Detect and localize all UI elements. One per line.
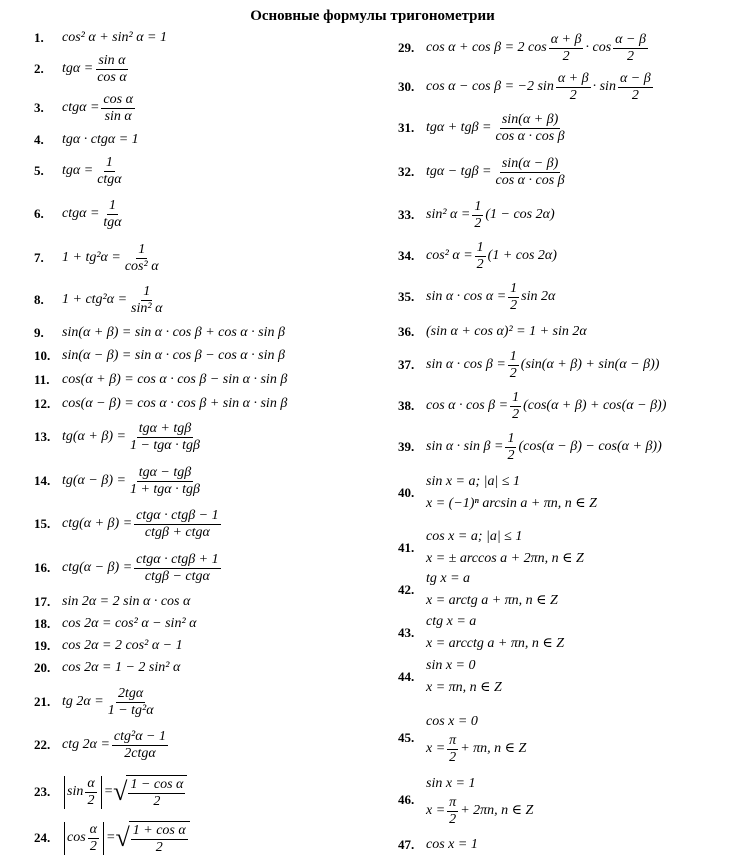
formula-number: 19. (34, 638, 51, 653)
formula-number: 20. (34, 660, 51, 675)
right-formula-column (398, 0, 745, 855)
formula-24 (34, 818, 190, 858)
formula-expression (62, 552, 223, 585)
formula-35 (398, 277, 555, 317)
denominator: 2 (631, 87, 639, 103)
fraction (112, 729, 168, 762)
formula-text: sin 2α = 2 sin α · cos α (62, 594, 191, 609)
formula-lhs: 1 + ctg²α = (62, 292, 128, 307)
fraction (613, 32, 648, 65)
radicand (129, 821, 190, 856)
denominator: 2 (449, 811, 457, 827)
function-name: cos (67, 830, 86, 845)
formula-number: 24. (34, 830, 51, 845)
equation: cos x = 1 (426, 837, 478, 852)
solution-rhs: + πn, n ∈ Z (460, 741, 527, 756)
formula-text: cos(α + β) = cos α · cos β − sin α · sin β (62, 372, 288, 387)
formula-expression (62, 686, 158, 719)
formula-lhs: cos² α = (426, 248, 473, 263)
numerator: sin(α − β) (501, 155, 559, 171)
formula-lhs: tg(α − β) = (62, 473, 126, 488)
fraction (475, 240, 486, 273)
left-formula-column (34, 0, 364, 855)
formula-number: 36. (398, 324, 415, 339)
formula-expression (62, 421, 204, 454)
formula-expression (62, 284, 166, 317)
formula-29 (398, 28, 650, 68)
formula-5 (34, 151, 126, 191)
formula-number: 17. (34, 594, 51, 609)
formula-expression (62, 396, 287, 412)
formula-expression (62, 729, 170, 762)
solution-lhs: x = (426, 741, 446, 756)
formula-6 (34, 194, 126, 234)
formula-text: tgα · ctgα = 1 (62, 132, 139, 147)
formula-number: 5. (34, 163, 44, 178)
formula-expression (426, 281, 555, 314)
formula-number: 16. (34, 560, 51, 575)
formula-expression (426, 655, 502, 699)
formula-number: 29. (398, 40, 415, 55)
formula-number: 30. (398, 79, 415, 94)
formula-number: 33. (398, 207, 415, 222)
formula-number: 40. (398, 485, 415, 500)
fraction (85, 776, 96, 809)
radical-sign: √ (113, 777, 128, 806)
formula-33 (398, 195, 555, 235)
denominator: 2 (153, 793, 161, 809)
numerator: 1 (109, 197, 117, 213)
formula-number: 18. (34, 616, 51, 631)
denominator: 2 (449, 749, 457, 765)
formula-number: 12. (34, 396, 51, 411)
radicand (126, 775, 187, 810)
formula-text: cos² α + sin² α = 1 (62, 30, 167, 45)
equation-system (426, 655, 502, 699)
formula-42 (398, 570, 558, 610)
denominator: 2ctgα (124, 745, 156, 761)
numerator: ctgα · ctgβ + 1 (136, 551, 219, 567)
formula-32 (398, 152, 569, 192)
formula-number: 14. (34, 473, 51, 488)
equation-system (426, 611, 564, 655)
formula-expression (426, 431, 662, 464)
equals-sign: = (103, 784, 114, 799)
formula-lhs: sin α · cos β = (426, 357, 506, 372)
formula-text: (sin α + cos α)² = 1 + sin 2α (426, 324, 587, 339)
equals-sign: = (106, 830, 116, 845)
fraction (618, 71, 653, 104)
formula-number: 35. (398, 289, 415, 304)
fraction (88, 822, 99, 855)
equation: sin x = a; |a| ≤ 1 (426, 474, 521, 489)
formula-number: 1. (34, 30, 44, 45)
denominator: cos α · cos β (495, 128, 565, 144)
denominator: 1 − tg²α (107, 702, 154, 718)
formula-number: 34. (398, 248, 415, 263)
formula-text: cos 2α = cos² α − sin² α (62, 616, 197, 631)
denominator: sin α (104, 108, 132, 124)
page-title: Основные формулы тригонометрии (250, 8, 495, 24)
formula-lhs: cos α · cos β = (426, 398, 509, 413)
formula-expression (426, 156, 569, 189)
fraction (128, 777, 185, 810)
formula-expression (62, 198, 126, 231)
formula-expression (426, 349, 659, 382)
formula-number: 3. (34, 100, 44, 115)
numerator: cos α (103, 91, 133, 107)
formula-text: cos 2α = 2 cos² α − 1 (62, 638, 183, 653)
denominator: sin² α (131, 300, 163, 316)
formula-47 (398, 835, 478, 855)
formula-number: 22. (34, 737, 51, 752)
formula-number: 44. (398, 669, 415, 684)
solution: x = ± arccos a + 2πn, n ∈ Z (426, 551, 584, 566)
formula-expression (426, 611, 564, 655)
formula-lhs: ctgα = (62, 206, 100, 221)
formula-expression (426, 526, 584, 570)
formula-39 (398, 427, 662, 467)
formula-number: 2. (34, 61, 44, 76)
formula-tail: (1 − cos 2α) (485, 207, 555, 222)
fraction (129, 284, 164, 317)
formula-text: cos 2α = 1 − 2 sin² α (62, 660, 181, 675)
formula-number: 9. (34, 325, 44, 340)
formula-expression (426, 71, 655, 104)
fraction (494, 156, 567, 189)
equation: sin x = 0 (426, 658, 476, 673)
formula-expression (62, 30, 167, 46)
numerator: 1 − cos α (130, 776, 184, 792)
formula-number: 42. (398, 582, 415, 597)
equation: tg x = a (426, 571, 471, 586)
equation-system (426, 773, 533, 828)
solution (426, 733, 526, 766)
denominator: 2 (87, 792, 95, 808)
solution-rhs: + 2πn, n ∈ Z (460, 803, 534, 818)
numerator: α − β (615, 31, 646, 47)
fraction (472, 199, 483, 232)
formula-lhs: ctg(α + β) = (62, 516, 133, 531)
formula-expression (62, 775, 187, 810)
formula-tail: (sin(α + β) + sin(α − β)) (520, 357, 660, 372)
formula-number: 43. (398, 625, 415, 640)
denominator: 2 (562, 48, 570, 64)
formula-lhs: ctgα = (62, 100, 100, 115)
numerator: α + β (550, 31, 582, 47)
numerator: 2tgα (118, 685, 144, 701)
denominator: ctgβ + ctgα (144, 524, 210, 540)
fraction (131, 823, 188, 856)
formula-lhs: tg 2α = (62, 694, 104, 709)
numerator: sin α (98, 52, 126, 68)
formula-lhs: ctg 2α = (62, 737, 110, 752)
solution: x = (−1)ⁿ arcsin a + πn, n ∈ Z (426, 496, 597, 511)
formula-2 (34, 49, 131, 89)
numerator: 1 + cos α (132, 822, 186, 838)
function-name: sin (67, 784, 84, 799)
equation-system (426, 568, 558, 612)
formula-text: sin(α + β) = sin α · cos β + cos α · sin β (62, 325, 285, 340)
denominator: cos² α (124, 258, 159, 274)
formula-lhs: cos α + cos β = 2 cos (426, 40, 547, 55)
formula-15 (34, 504, 223, 544)
fraction (549, 32, 584, 65)
numerator: ctgα · ctgβ − 1 (136, 507, 219, 523)
fraction (95, 155, 123, 188)
formula-lhs: 1 + tg²α = (62, 250, 121, 265)
equation-system (426, 471, 597, 515)
formula-expression (426, 711, 526, 766)
numerator: π (449, 794, 457, 810)
numerator: 1 (476, 239, 484, 255)
denominator: 1 + tgα · tgβ (129, 481, 200, 497)
formula-number: 38. (398, 398, 415, 413)
fraction (556, 71, 591, 104)
square-root (113, 775, 187, 810)
formula-expression (62, 465, 204, 498)
formula-31 (398, 108, 569, 148)
denominator: 2 (510, 297, 518, 313)
formula-13 (34, 417, 204, 457)
numerator: tgα − tgβ (138, 464, 192, 480)
formula-number: 46. (398, 792, 415, 807)
formula-tail: sin 2α (521, 289, 556, 304)
formula-expression (426, 568, 558, 612)
formula-expression (62, 155, 126, 188)
fraction (134, 552, 220, 585)
denominator: 2 (512, 406, 520, 422)
formula-number: 21. (34, 694, 51, 709)
fraction (101, 198, 123, 231)
numerator: α − β (619, 70, 651, 86)
numerator: sin(α + β) (501, 111, 559, 127)
radical-sign: √ (115, 823, 130, 852)
denominator: cos α (97, 69, 127, 85)
formula-text: sin(α − β) = sin α · cos β − cos α · sin β (62, 348, 285, 363)
fraction (508, 281, 519, 314)
formula-14 (34, 461, 204, 501)
solution: x = πn, n ∈ Z (426, 680, 502, 695)
fraction (447, 795, 458, 828)
formula-expression (426, 199, 555, 232)
denominator: 2 (155, 839, 163, 855)
fraction (494, 112, 567, 145)
denominator: 1 − tgα · tgβ (129, 437, 200, 453)
formula-expression (426, 471, 597, 515)
numerator: 1 (138, 241, 146, 257)
numerator: α + β (557, 70, 589, 86)
formula-lhs: tgα − tgβ = (426, 164, 492, 179)
denominator: 2 (507, 447, 515, 463)
equation: cos x = 0 (426, 713, 478, 729)
formula-lhs: tgα + tgβ = (426, 120, 492, 135)
numerator: tgα + tgβ (138, 420, 192, 436)
formula-expression (426, 32, 650, 65)
formula-expression (62, 53, 131, 86)
formula-expression (426, 834, 478, 856)
formula-tail: (1 + cos 2α) (487, 248, 557, 263)
denominator: ctgα (97, 171, 122, 187)
formula-lhs: tgα = (62, 163, 94, 178)
formula-lhs: sin² α = (426, 207, 471, 222)
equation-system (426, 526, 584, 570)
formula-expression (426, 324, 587, 340)
formula-expression (426, 773, 533, 828)
solution-lhs: x = (426, 803, 446, 818)
formula-44 (398, 657, 502, 697)
numerator: 1 (474, 198, 482, 214)
numerator: 1 (510, 280, 518, 296)
equation: cos x = a; |a| ≤ 1 (426, 529, 523, 544)
denominator: 2 (474, 215, 482, 231)
numerator: 1 (143, 283, 151, 299)
equation: sin x = 1 (426, 775, 476, 791)
denominator: 2 (627, 48, 635, 64)
formula-30 (398, 67, 655, 107)
fraction (505, 431, 516, 464)
denominator: ctgβ − ctgα (144, 568, 210, 584)
numerator: ctg²α − 1 (113, 728, 167, 744)
formula-37 (398, 345, 659, 385)
formula-lhs: sin α · cos α = (426, 289, 507, 304)
numerator: π (449, 732, 457, 748)
formula-45 (398, 713, 527, 765)
fraction (447, 733, 458, 766)
formula-41 (398, 528, 584, 568)
formula-40 (398, 473, 597, 513)
formula-number: 37. (398, 357, 415, 372)
formula-text: cos(α − β) = cos α · cos β + sin α · sin β (62, 396, 288, 411)
fraction (508, 349, 519, 382)
formula-23 (34, 772, 187, 812)
formula-46 (398, 775, 534, 827)
square-root (115, 821, 189, 856)
numerator: 1 (509, 348, 517, 364)
formula-middle: · cos (585, 40, 612, 55)
formula-expression (62, 242, 163, 275)
solution: x = arctg a + πn, n ∈ Z (426, 593, 558, 608)
formula-34 (398, 236, 557, 276)
formula-lhs: sin α · sin β = (426, 439, 504, 454)
formula-expression (62, 132, 139, 148)
formula-tail: (cos(α + β) + cos(α − β)) (523, 398, 667, 413)
formula-22 (34, 725, 170, 765)
formula-number: 31. (398, 120, 415, 135)
formula-21 (34, 682, 158, 722)
formula-38 (398, 386, 666, 426)
formula-number: 47. (398, 837, 415, 852)
formula-number: 45. (398, 730, 415, 745)
denominator: tgα (103, 214, 122, 230)
equation: ctg x = a (426, 614, 477, 629)
formula-middle: · sin (592, 79, 616, 94)
equation-system (426, 711, 526, 766)
numerator: 1 (105, 154, 113, 170)
fraction (95, 53, 129, 86)
formula-expression (426, 112, 569, 145)
formula-expression (62, 660, 180, 676)
equation-system (426, 834, 478, 856)
solution (426, 795, 533, 828)
fraction (134, 508, 220, 541)
formula-lhs: tg(α + β) = (62, 429, 126, 444)
numerator: α (87, 775, 95, 791)
numerator: α (89, 821, 98, 837)
formula-number: 15. (34, 516, 51, 531)
formula-number: 23. (34, 784, 51, 799)
denominator: 2 (569, 87, 577, 103)
formula-number: 8. (34, 292, 44, 307)
numerator: 1 (512, 389, 520, 405)
absolute-value (64, 822, 104, 855)
formula-43 (398, 613, 564, 653)
formula-lhs: cos α − cos β = −2 sin (426, 79, 554, 94)
solution: x = arcctg a + πn, n ∈ Z (426, 636, 565, 651)
formula-number: 13. (34, 429, 51, 444)
absolute-value (64, 776, 102, 809)
formula-number: 11. (34, 372, 50, 387)
formula-number: 4. (34, 132, 44, 147)
fraction (128, 421, 202, 454)
fraction (123, 242, 161, 275)
fraction (510, 390, 521, 423)
formula-number: 32. (398, 164, 415, 179)
numerator: 1 (507, 430, 515, 446)
formula-7 (34, 238, 163, 278)
denominator: cos α · cos β (495, 172, 565, 188)
formula-number: 10. (34, 348, 51, 363)
formula-lhs: ctg(α − β) = (62, 560, 133, 575)
formula-expression (62, 821, 190, 856)
formula-lhs: tgα = (62, 61, 94, 76)
formula-number: 41. (398, 540, 415, 555)
denominator: 2 (509, 365, 517, 381)
denominator: 2 (476, 256, 484, 272)
formula-expression (426, 390, 666, 423)
formula-expression (426, 240, 557, 273)
formula-number: 6. (34, 206, 44, 221)
denominator: 2 (89, 838, 97, 854)
fraction (128, 465, 202, 498)
formula-number: 39. (398, 439, 415, 454)
formula-expression (62, 508, 223, 541)
formula-number: 7. (34, 250, 44, 265)
fraction (106, 686, 156, 719)
formula-tail: (cos(α − β) − cos(α + β)) (518, 439, 662, 454)
